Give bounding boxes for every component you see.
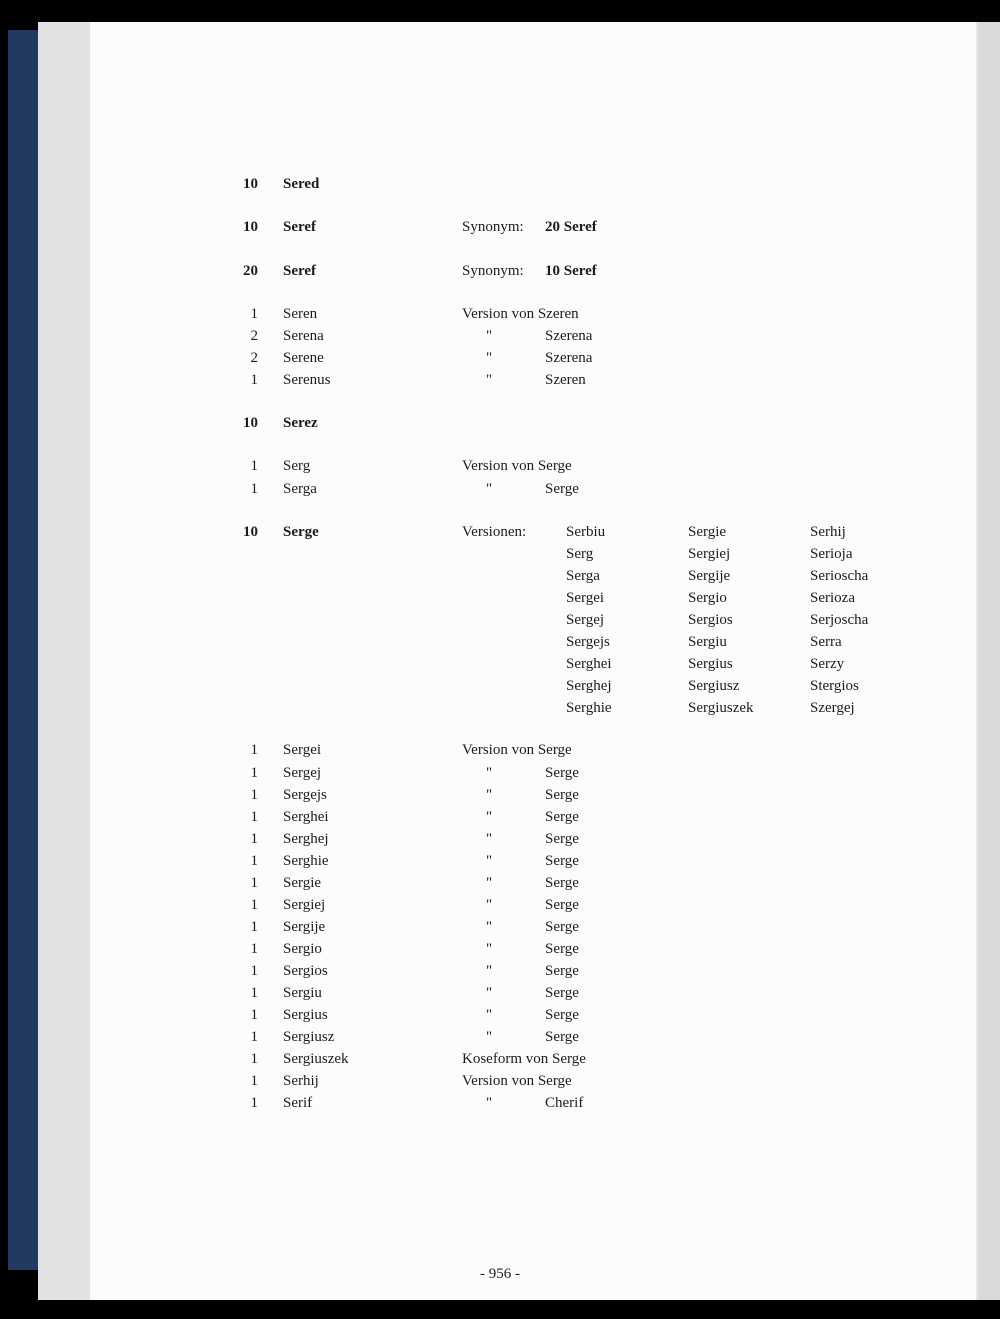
entry-name: Sergije [283, 919, 326, 935]
ditto-mark: " [486, 1095, 493, 1111]
entry-name: Serg [283, 458, 311, 474]
entry-reference: Serge [545, 831, 579, 847]
ditto-mark: " [486, 853, 493, 869]
entry-name: Seren [283, 306, 318, 322]
ditto-mark: " [486, 985, 493, 1001]
page-edges-right [978, 22, 1000, 1300]
entry-label: Synonym: [462, 219, 524, 235]
entry-count: 2 [250, 328, 258, 344]
entry-count: 20 [243, 263, 258, 279]
version-name: Sergejs [566, 634, 610, 650]
entry-name: Serga [283, 481, 317, 497]
version-name: Serioscha [810, 568, 869, 584]
entry-info: Version von Serge [462, 458, 572, 474]
ditto-mark: " [486, 765, 493, 781]
entry-count: 10 [243, 219, 258, 235]
entry-name: Sergie [283, 875, 322, 891]
entry-name: Sergiuszek [283, 1051, 349, 1067]
version-name: Serioja [810, 546, 853, 562]
entry-label: Versionen: [462, 524, 527, 540]
entry-reference: Serge [545, 765, 579, 781]
version-name: Sergiuszek [688, 700, 754, 716]
version-name: Sergius [688, 656, 733, 672]
entry-reference: Serge [545, 875, 579, 891]
version-name: Serga [566, 568, 600, 584]
entry-synonym: 20 Seref [545, 219, 597, 235]
version-name: Sergiusz [688, 678, 740, 694]
ditto-mark: " [486, 919, 493, 935]
entry-reference: Serge [545, 919, 579, 935]
version-name: Serioza [810, 590, 855, 606]
entry-count: 1 [250, 1007, 258, 1023]
ditto-mark: " [486, 350, 493, 366]
version-name: Stergios [810, 678, 859, 694]
entry-reference: Szeren [545, 372, 586, 388]
entry-name: Serge [283, 524, 319, 540]
entry-count: 1 [250, 1029, 258, 1045]
entry-count: 1 [250, 941, 258, 957]
version-name: Serzy [810, 656, 845, 672]
entry-count: 1 [250, 875, 258, 891]
version-name: Serbiu [566, 524, 606, 540]
entry-count: 10 [243, 176, 258, 192]
entry-count: 1 [250, 458, 258, 474]
version-name: Sergiej [688, 546, 731, 562]
version-name: Sergei [566, 590, 605, 606]
entry-info: Koseform von Serge [462, 1051, 586, 1067]
entry-count: 1 [250, 372, 258, 388]
entry-name: Serenus [283, 372, 331, 388]
entry-reference: Serge [545, 963, 579, 979]
ditto-mark: " [486, 963, 493, 979]
version-name: Serg [566, 546, 594, 562]
entry-count: 1 [250, 765, 258, 781]
entry-name: Serena [283, 328, 324, 344]
entry-name: Serghej [283, 831, 329, 847]
entry-count: 1 [250, 919, 258, 935]
entry-count: 1 [250, 809, 258, 825]
entry-name: Sergiusz [283, 1029, 335, 1045]
entry-name: Seref [283, 219, 317, 235]
entry-name: Serene [283, 350, 324, 366]
entry-count: 10 [243, 415, 258, 431]
ditto-mark: " [486, 328, 493, 344]
entry-count: 1 [250, 1051, 258, 1067]
entry-info: Version von Serge [462, 1073, 572, 1089]
entry-name: Sergius [283, 1007, 328, 1023]
version-name: Szergej [810, 700, 855, 716]
entry-count: 1 [250, 985, 258, 1001]
entry-name: Sergej [283, 765, 322, 781]
ditto-mark: " [486, 809, 493, 825]
entry-count: 1 [250, 831, 258, 847]
entry-name: Serghie [283, 853, 329, 869]
entry-reference: Serge [545, 941, 579, 957]
entry-name: Sergios [283, 963, 328, 979]
entry-name: Serif [283, 1095, 313, 1111]
ditto-mark: " [486, 481, 493, 497]
entry-name: Sergejs [283, 787, 327, 803]
entry-count: 1 [250, 853, 258, 869]
ditto-mark: " [486, 897, 493, 913]
version-name: Serjoscha [810, 612, 869, 628]
entry-info: Version von Serge [462, 742, 572, 758]
entry-count: 1 [250, 742, 258, 758]
ditto-mark: " [486, 1029, 493, 1045]
entry-reference: Serge [545, 481, 579, 497]
entry-reference: Szerena [545, 350, 593, 366]
entry-name: Sergiu [283, 985, 322, 1001]
entry-reference: Cherif [545, 1095, 584, 1111]
entry-count: 1 [250, 1095, 258, 1111]
ditto-mark: " [486, 941, 493, 957]
version-name: Serghie [566, 700, 612, 716]
entry-reference: Serge [545, 1007, 579, 1023]
version-name: Serhij [810, 524, 846, 540]
entry-reference: Serge [545, 1029, 579, 1045]
version-name: Serghei [566, 656, 612, 672]
entry-name: Seref [283, 263, 317, 279]
entry-count: 2 [250, 350, 258, 366]
entry-count: 1 [250, 306, 258, 322]
version-name: Serghej [566, 678, 612, 694]
entry-reference: Serge [545, 787, 579, 803]
entry-name: Sered [283, 176, 320, 192]
entry-info: Version von Szeren [462, 306, 579, 322]
entry-name: Serghei [283, 809, 329, 825]
version-name: Sergiu [688, 634, 727, 650]
version-name: Sergie [688, 524, 727, 540]
entry-reference: Serge [545, 985, 579, 1001]
entry-reference: Serge [545, 897, 579, 913]
version-name: Serra [810, 634, 842, 650]
version-name: Sergije [688, 568, 731, 584]
entry-count: 1 [250, 963, 258, 979]
entry-count: 1 [250, 481, 258, 497]
entry-count: 10 [243, 524, 258, 540]
ditto-mark: " [486, 787, 493, 803]
ditto-mark: " [486, 1007, 493, 1023]
page-edges-left [38, 22, 90, 1300]
ditto-mark: " [486, 372, 493, 388]
entry-name: Serez [283, 415, 318, 431]
page-number: - 956 - [480, 1266, 520, 1282]
entry-name: Sergiej [283, 897, 326, 913]
version-name: Sergios [688, 612, 733, 628]
entry-reference: Serge [545, 809, 579, 825]
entry-count: 1 [250, 897, 258, 913]
entry-label: Synonym: [462, 263, 524, 279]
version-name: Sergio [688, 590, 727, 606]
entry-name: Sergio [283, 941, 322, 957]
ditto-mark: " [486, 831, 493, 847]
entry-count: 1 [250, 1073, 258, 1089]
version-name: Sergej [566, 612, 605, 628]
entry-synonym: 10 Seref [545, 263, 597, 279]
entry-name: Serhij [283, 1073, 319, 1089]
entry-name: Sergei [283, 742, 322, 758]
entry-reference: Szerena [545, 328, 593, 344]
ditto-mark: " [486, 875, 493, 891]
entry-reference: Serge [545, 853, 579, 869]
entry-count: 1 [250, 787, 258, 803]
